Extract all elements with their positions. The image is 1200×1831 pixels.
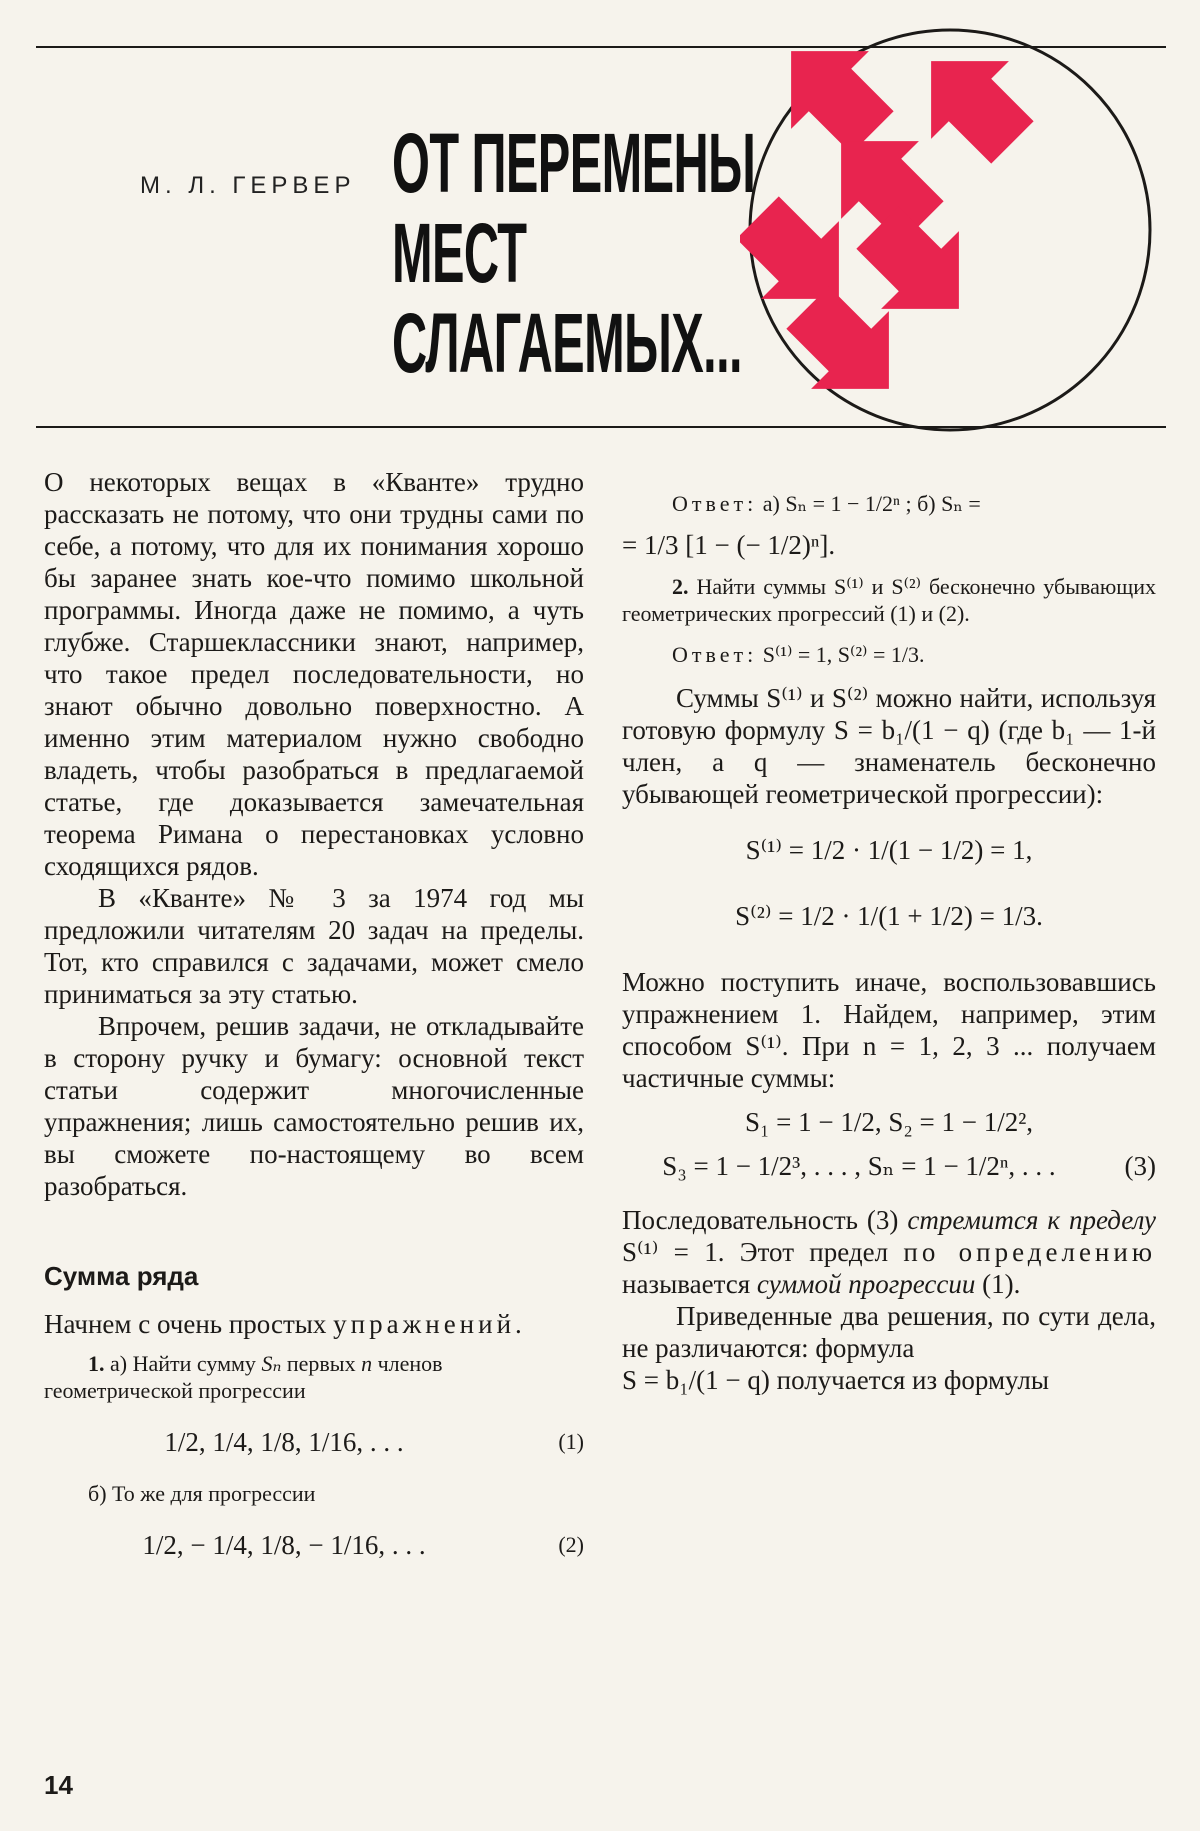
limit-text-spaced: по определению xyxy=(903,1237,1156,1267)
answer-1-formula: а) Sₙ = 1 − 1/2ⁿ ; б) Sₙ = xyxy=(762,491,981,516)
answer-2-label: Ответ: xyxy=(672,642,758,667)
exercise-1a-n: n xyxy=(361,1351,373,1376)
limit-text-italic-2: суммой прогрессии xyxy=(756,1269,976,1299)
conclusion-paragraph: Приведенные два решения, по сути дела, не различаются: формула xyxy=(622,1301,1156,1363)
exercise-1a-mid: первых xyxy=(286,1351,356,1376)
equation-s1: S⁽¹⁾ = 1/2 · 1/(1 − 1/2) = 1, xyxy=(745,835,1033,865)
limit-paragraph xyxy=(622,1204,1156,1300)
progression-2-label: (2) xyxy=(558,1532,584,1557)
exercise-1a-number: 1. xyxy=(88,1351,105,1376)
partial-sums-label: (3) xyxy=(1124,1151,1156,1181)
progression-2-terms: 1/2, − 1/4, 1/8, − 1/16, . . . xyxy=(142,1530,426,1560)
answer-2 xyxy=(622,641,1156,668)
progression-1 xyxy=(44,1426,584,1458)
limit-text-b: S⁽¹⁾ = 1. Этот предел xyxy=(622,1237,889,1267)
equation-s2: S⁽²⁾ = 1/2 · 1/(1 + 1/2) = 1/3. xyxy=(735,901,1043,931)
progression-2 xyxy=(44,1529,584,1561)
start-text: Начнем с очень простых xyxy=(44,1309,327,1339)
exercise-2-text: Найти суммы S⁽¹⁾ и S⁽²⁾ бесконечно убывающих геометрических прогрессий (1) и (2). xyxy=(622,574,1157,626)
partial-sums-2-row xyxy=(622,1150,1156,1182)
exercise-1a-text: а) Найти сумму xyxy=(110,1351,256,1376)
alternative-paragraph: Можно поступить иначе, воспользовавшись упражнением 1. Найдем, например, этим способом S⁽¹⁾. При n = 1, 2, 3 ... получаем частичные суммы: xyxy=(622,967,1156,1093)
section-heading: Сумма ряда xyxy=(44,1261,199,1291)
exercise-2-number: 2. xyxy=(672,574,689,599)
author: М. Л. ГЕРВЕР xyxy=(140,172,356,199)
paragraph-kvant-ref: В «Кванте» № 3 за 1974 год мы предложили читателям 20 задач на пределы. Тот, кто справился с задачами, может смело приниматься за эту статью. xyxy=(44,883,584,1009)
partial-sums-2: S₃ = 1 − 1/2³, . . . , Sₙ = 1 − 1/2ⁿ, . . . xyxy=(662,1151,1056,1181)
paragraph-exercises-note: Впрочем, решив задачи, не откладывайте в сторону ручку и бумагу: основной текст статьи содержит многочисленные упражнения; лишь самостоятельно решив их, вы сможете по-настоящему во всем разобраться. xyxy=(44,1011,584,1201)
conclusion-formula-line: S = b₁/(1 − q) получается из формулы xyxy=(622,1365,1049,1395)
exercise-1b: б) То же для прогрессии xyxy=(88,1481,316,1506)
answer-2-formula: S⁽¹⁾ = 1, S⁽²⁾ = 1/3. xyxy=(762,642,925,667)
exercise-2 xyxy=(622,573,1156,627)
left-column xyxy=(44,466,584,1583)
start-spaced: упражнений. xyxy=(333,1309,526,1339)
exercise-1a-end: членов геометрической прогрессии xyxy=(44,1351,443,1403)
limit-text-c: называется xyxy=(622,1269,751,1299)
arrows-emblem xyxy=(740,20,1160,440)
progression-1-label: (1) xyxy=(558,1429,584,1454)
exercise-1a xyxy=(44,1350,584,1404)
exercise-1a-var: Sₙ xyxy=(261,1351,282,1376)
answer-1 xyxy=(622,490,1156,517)
sums-paragraph: Суммы S⁽¹⁾ и S⁽²⁾ можно найти, используя готовую формулу S = b₁/(1 − q) (где b₁ — 1-й член, а q — знаменатель бесконечно убывающей геометрической прогрессии): xyxy=(622,683,1156,809)
progression-1-terms: 1/2, 1/4, 1/8, 1/16, . . . xyxy=(164,1427,404,1457)
page-number: 14 xyxy=(44,1770,73,1800)
limit-text-a: Последовательность (3) xyxy=(622,1205,899,1235)
title-line-2: МЕСТ xyxy=(392,206,527,300)
answer-1-label: Ответ: xyxy=(672,491,758,516)
title-line-1: ОТ ПЕРЕМЕНЫ xyxy=(392,116,756,210)
intro-paragraph: О некоторых вещах в «Кванте» трудно рассказать не потому, что они трудны сами по себе, а потому, что для их понимания хорошо бы заранее знать кое-что помимо школьной программы. Иногда даже не помимо, а чуть глубже. Старшеклассники знают, например, что такое предел последовательности, но знают обычно довольно поверхностно. А именно этим материалом нужно свободно владеть, чтобы разобраться в предлагаемой статье, где доказывается замечательная теорема Римана о перестановках условно сходящихся рядов. xyxy=(44,467,584,881)
start-paragraph xyxy=(44,1308,584,1340)
title-line-3: СЛАГАЕМЫХ... xyxy=(392,296,743,390)
limit-text-italic: стремится к пределу xyxy=(907,1205,1156,1235)
right-column xyxy=(622,490,1156,1396)
partial-sums-1: S₁ = 1 − 1/2, S₂ = 1 − 1/2², xyxy=(744,1107,1034,1137)
answer-1-continued: = 1/3 [1 − (− 1/2)ⁿ]. xyxy=(622,530,836,560)
limit-text-d: (1). xyxy=(982,1269,1021,1299)
article-title xyxy=(392,118,755,388)
